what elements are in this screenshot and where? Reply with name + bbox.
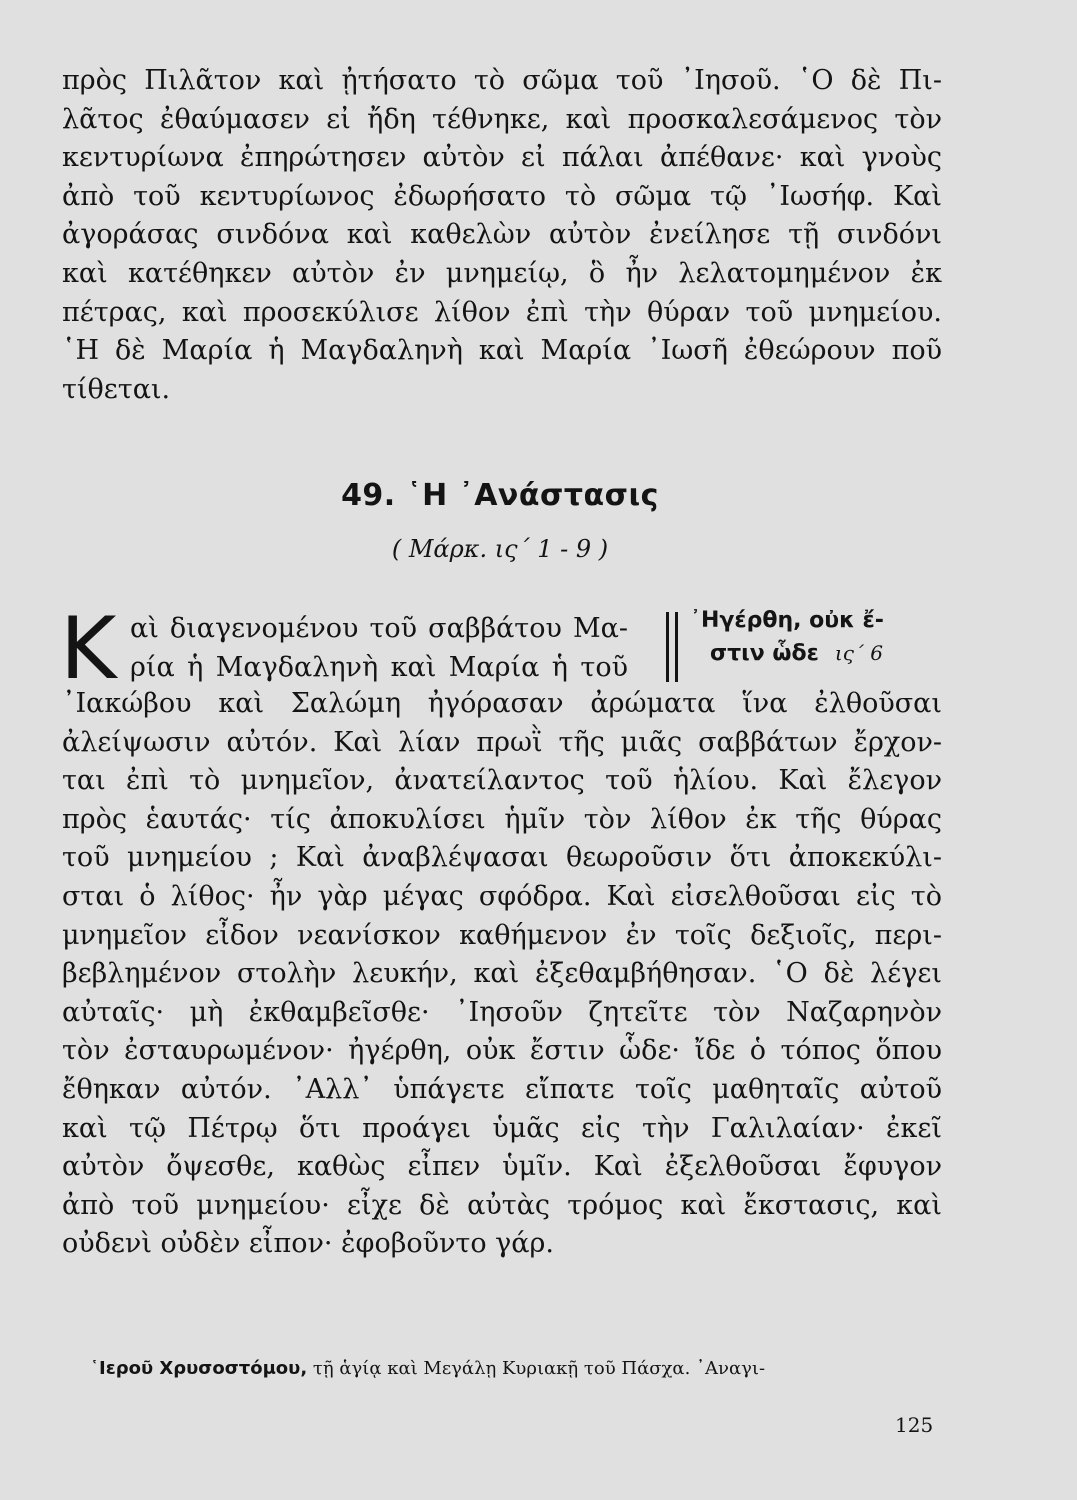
text-line: αὐταῖς· μὴ ἐκθαμβεῖσθε· ᾿Ιησοῦν ζητεῖτε τὸν Ναζαρηνὸν bbox=[62, 996, 942, 1028]
text-line: ἀπὸ τοῦ κεντυρίωνος ἐδωρήσατο τὸ σῶμα τῷ ᾿Ιωσήφ. Καὶ bbox=[62, 180, 942, 212]
text-line: καὶ τῷ Πέτρῳ ὅτι προάγει ὑμᾶς εἰς τὴν Γαλιλαίαν· ἐκεῖ bbox=[62, 1112, 942, 1144]
scripture-reference: ( Μάρκ. ις΄ 1 - 9 ) bbox=[391, 535, 609, 563]
text-line: καὶ κατέθηκεν αὐτὸν ἐν μνημείῳ, ὃ ἦν λελατομημένον ἐκ bbox=[62, 257, 942, 289]
text-line: τὸν ἐσταυρωμένον· ἠγέρθη, οὐκ ἔστιν ὧδε· ἴδε ὁ τόπος ὅπου bbox=[62, 1035, 942, 1067]
text-line: πρὸς ἑαυτάς· τίς ἀποκυλίσει ἡμῖν τὸν λίθον ἐκ τῆς θύρας bbox=[62, 803, 942, 835]
text-line: αὐτὸν ὄψεσθε, καθὼς εἶπεν ὑμῖν. Καὶ ἐξελθοῦσαι ἔφυγον bbox=[62, 1151, 942, 1183]
text-line: ἀγοράσας σινδόνα καὶ καθελὼν αὐτὸν ἐνείλησε τῇ σινδόνι bbox=[62, 219, 942, 251]
text-line: κεντυρίωνα ἐπηρώτησεν αὐτὸν εἰ πάλαι ἀπέθανε· καὶ γνοὺς bbox=[62, 142, 942, 174]
text-line: σται ὁ λίθος· ἦν γὰρ μέγας σφόδρα. Καὶ εἰσελθοῦσαι εἰς τὸ bbox=[62, 880, 942, 912]
text-line: οὐδενὶ οὐδὲν εἶπον· ἐφοβοῦντο γάρ. bbox=[62, 1228, 554, 1260]
text-line: λᾶτος ἐθαύμασεν εἰ ἤδη τέθνηκε, καὶ προσκαλεσάμενος τὸν bbox=[62, 103, 942, 135]
page-number: 125 bbox=[895, 1413, 934, 1437]
margin-note bbox=[690, 605, 940, 670]
margin-rule bbox=[675, 612, 678, 682]
text-line: βεβλημένον στολὴν λευκήν, καὶ ἐξεθαμβήθησαν. ῾Ο δὲ λέγει bbox=[62, 958, 942, 990]
main-paragraph bbox=[62, 685, 942, 1264]
text-line: πέτρας, καὶ προσεκύλισε λίθον ἐπὶ τὴν θύραν τοῦ μνημείου. bbox=[62, 296, 942, 328]
text-line: αὶ διαγενομένου τοῦ σαββάτου Μα- bbox=[130, 613, 628, 644]
section-heading: 49. ῾Η ᾿Ανάστασις bbox=[341, 478, 659, 513]
drop-cap: Κ bbox=[60, 599, 117, 699]
text-line: πρὸς Πιλᾶτον καὶ ᾐτήσατο τὸ σῶμα τοῦ ᾿Ιησοῦ. ῾Ο δὲ Πι- bbox=[62, 65, 942, 96]
margin-rule bbox=[666, 612, 669, 682]
text-line: ῾Η δὲ Μαρία ἡ Μαγδαληνὴ καὶ Μαρία ᾿Ιωσῆ ἐθεώρουν ποῦ bbox=[62, 335, 942, 367]
margin-note-text: στιν ὧδε bbox=[710, 641, 819, 666]
text-line: ρία ἡ Μαγδαληνὴ καὶ Μαρία ἡ τοῦ bbox=[130, 651, 628, 683]
opening-lines bbox=[130, 610, 628, 687]
text-line: μνημεῖον εἶδον νεανίσκον καθήμενον ἐν τοῖς δεξιοῖς, περι- bbox=[62, 919, 942, 951]
text-line: τοῦ μνημείου ; Καὶ ἀναβλέψασαι θεωροῦσιν ὅτι ἀποκεκύλι- bbox=[62, 842, 942, 874]
margin-note-line: ᾿Ηγέρθη, οὐκ ἔ- bbox=[690, 608, 884, 633]
footnote bbox=[90, 1358, 950, 1379]
margin-note-line-2 bbox=[690, 637, 940, 670]
text-line: ται ἐπὶ τὸ μνημεῖον, ἀνατείλαντος τοῦ ἡλίου. Καὶ ἔλεγον bbox=[62, 765, 942, 797]
text-line: ᾿Ιακώβου καὶ Σαλώμη ἠγόρασαν ἀρώματα ἵνα ἐλθοῦσαι bbox=[62, 688, 942, 719]
text-line: ἔθηκαν αὐτόν. ᾿Αλλ᾿ ὑπάγετε εἴπατε τοῖς μαθηταῖς αὐτοῦ bbox=[62, 1073, 942, 1105]
text-line: ἀλείψωσιν αὐτόν. Καὶ λίαν πρωῒ τῆς μιᾶς σαββάτων ἔρχον- bbox=[62, 726, 942, 758]
text-line: τίθεται. bbox=[62, 373, 171, 405]
text-line: ἀπὸ τοῦ μνημείου· εἶχε δὲ αὐτὰς τρόμος καὶ ἔκστασις, καὶ bbox=[62, 1189, 942, 1221]
continued-paragraph bbox=[62, 62, 942, 409]
margin-note-reference: ις΄ 6 bbox=[834, 641, 883, 665]
footnote-author: ῾Ιεροῦ Χρυσοστόμου, bbox=[90, 1358, 308, 1379]
footnote-text: τῇ ἁγίᾳ καὶ Μεγάλῃ Κυριακῇ τοῦ Πάσχα. ᾿Αναγι- bbox=[312, 1358, 766, 1379]
